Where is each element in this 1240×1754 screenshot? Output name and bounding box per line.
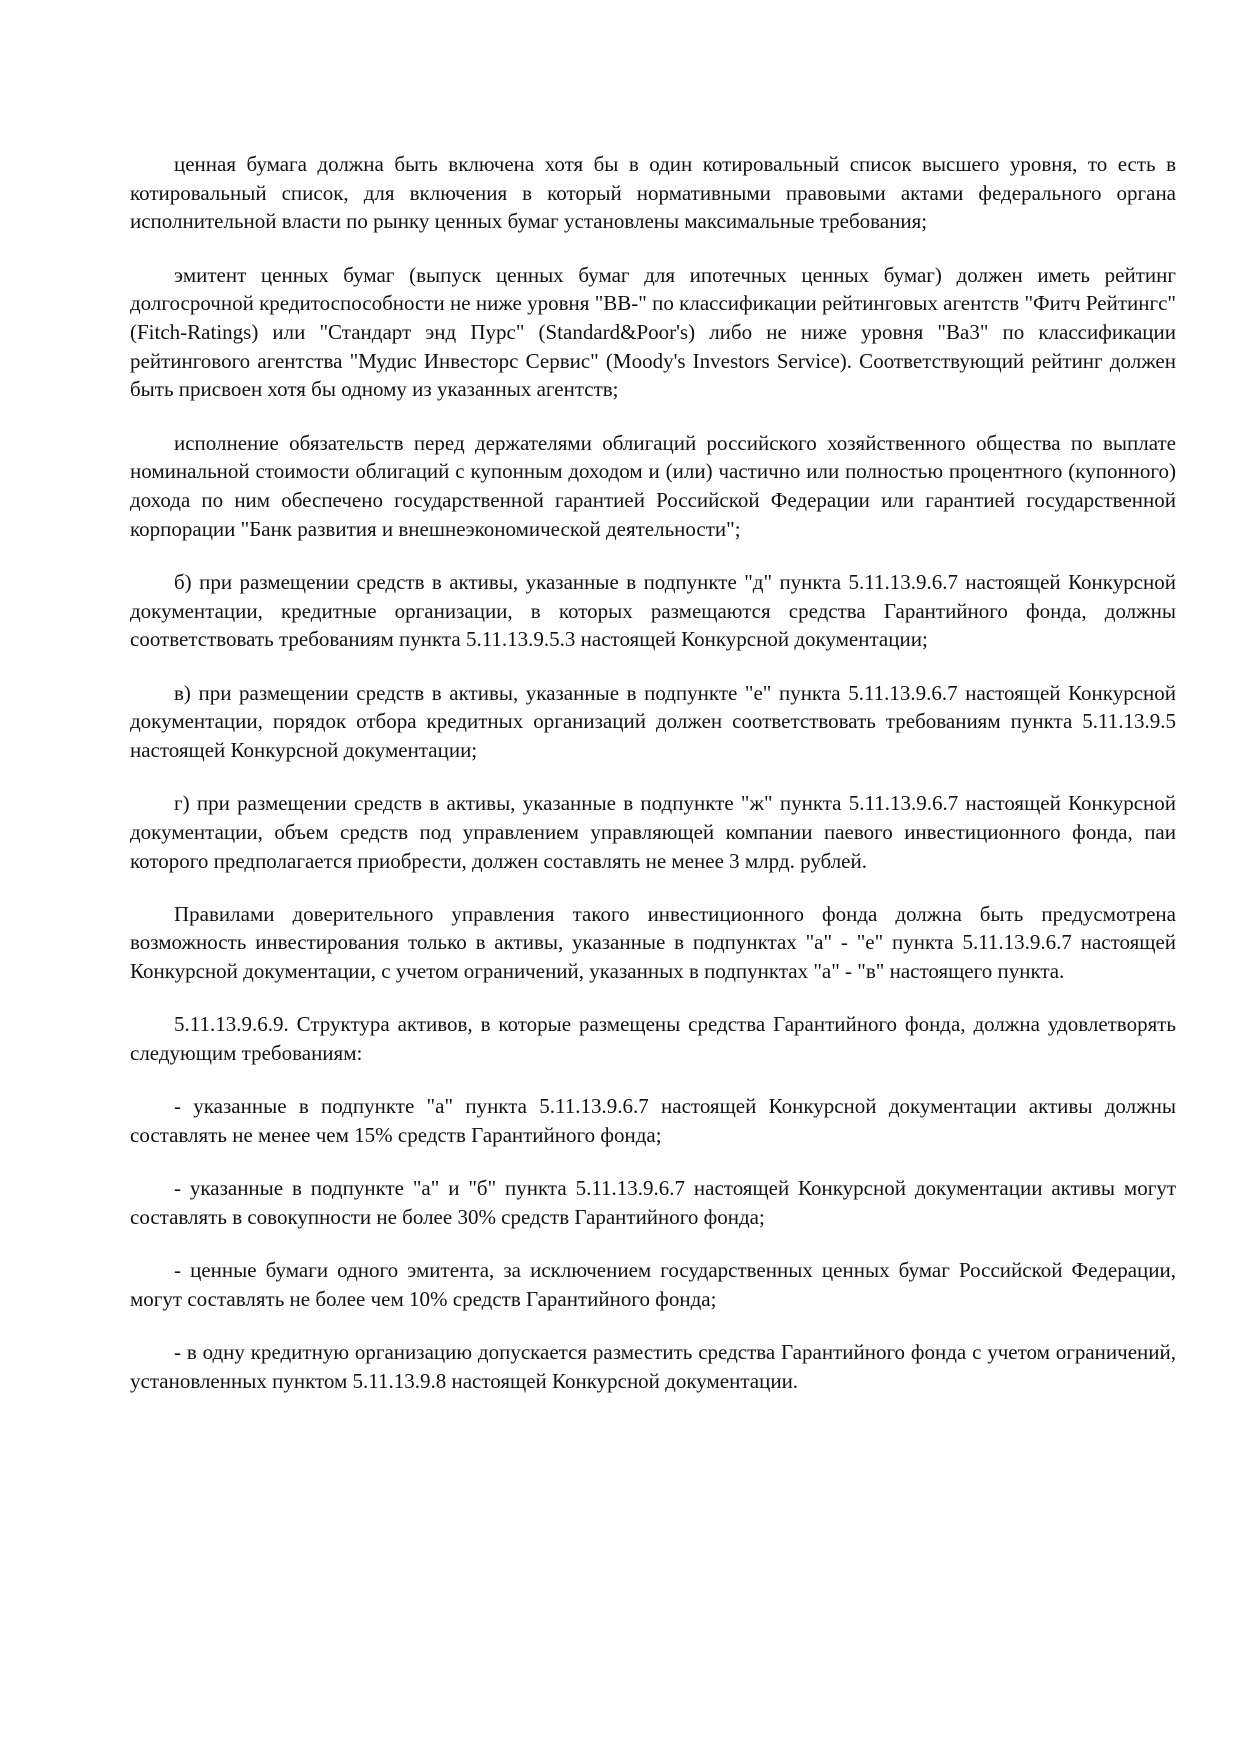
- paragraph-issuer-rating: эмитент ценных бумаг (выпуск ценных бумаг для ипотечных ценных бумаг) должен иметь рейтинг долгосрочной кредитоспособности не ниже уровня "ВВ-" по классификации рейтинговых агентств "Фитч Рейтингс" (Fitch-Ratings) или "Стандарт энд Пурс" (Standard&Poor's) либо не ниже уровня "Ва3" по классификации рейтингового агентства "Мудис Инвесторс Сервис" (Moody's Investors Service). Соответствующий рейтинг должен быть присвоен хотя бы одному из указанных агентств;: [130, 262, 1176, 402]
- paragraph-item-g: г) при размещении средств в активы, указанные в подпункте "ж" пункта 5.11.13.9.6.7 настоящей Конкурсной документации, объем средств под управлением управляющей компании паевого инвестиционного фонда, паи которого предполагается приобрести, должен составлять не менее 3 млрд. рублей.: [130, 791, 1176, 873]
- list-item-30-percent: - указанные в подпункте "а" и "б" пункта 5.11.13.9.6.7 настоящей Конкурсной документации активы могут составлять в совокупности не более 30% средств Гарантийного фонда;: [130, 1176, 1176, 1229]
- list-item-10-percent: - ценные бумаги одного эмитента, за исключением государственных ценных бумаг Российской Федерации, могут составлять не более чем 10% средств Гарантийного фонда;: [130, 1258, 1176, 1311]
- list-item-15-percent: - указанные в подпункте "а" пункта 5.11.13.9.6.7 настоящей Конкурсной документации активы должны составлять не менее чем 15% средств Гарантийного фонда;: [130, 1094, 1176, 1147]
- paragraph-item-b: б) при размещении средств в активы, указанные в подпункте "д" пункта 5.11.13.9.6.7 настоящей Конкурсной документации, кредитные организации, в которых размещаются средства Гарантийного фонда, должны соответствовать требованиям пункта 5.11.13.9.5.3 настоящей Конкурсной документации;: [130, 569, 1176, 652]
- paragraph-trust-rules: Правилами доверительного управления такого инвестиционного фонда должна быть предусмотрена возможность инвестирования только в активы, указанные в подпунктах "а" - "е" пункта 5.11.13.9.6.7 настоящей Конкурсной документации, с учетом ограничений, указанных в подпунктах "а" - "в" настоящего пункта.: [130, 901, 1176, 984]
- paragraph-listing-requirement: ценная бумага должна быть включена хотя бы в один котировальный список высшего уровня, то есть в котировальный список, для включения в который нормативными правовыми актами федерального органа исполнительной власти по рынку ценных бумаг установлены максимальные требования;: [130, 152, 1176, 234]
- list-item-credit-organization: - в одну кредитную организацию допускается разместить средства Гарантийного фонда с учетом ограничений, установленных пунктом 5.11.13.9.8 настоящей Конкурсной документации.: [130, 1340, 1176, 1393]
- paragraph-item-v: в) при размещении средств в активы, указанные в подпункте "е" пункта 5.11.13.9.6.7 настоящей Конкурсной документации, порядок отбора кредитных организаций должен соответствовать требованиям пункта 5.11.13.9.5 настоящей Конкурсной документации;: [130, 680, 1176, 762]
- paragraph-clause-5-11-13-9-6-9: 5.11.13.9.6.9. Структура активов, в которые размещены средства Гарантийного фонда, должна удовлетворять следующим требованиям:: [130, 1012, 1176, 1066]
- document-page: [130, 150, 1176, 1420]
- paragraph-state-guarantee: исполнение обязательств перед держателями облигаций российского хозяйственного общества по выплате номинальной стоимости облигаций с купонным доходом и (или) частично или полностью процентного (купонного) дохода по ним обеспечено государственной гарантией Российской Федерации или гарантией государственной корпорации "Банк развития и внешнеэкономической деятельности";: [130, 430, 1176, 541]
